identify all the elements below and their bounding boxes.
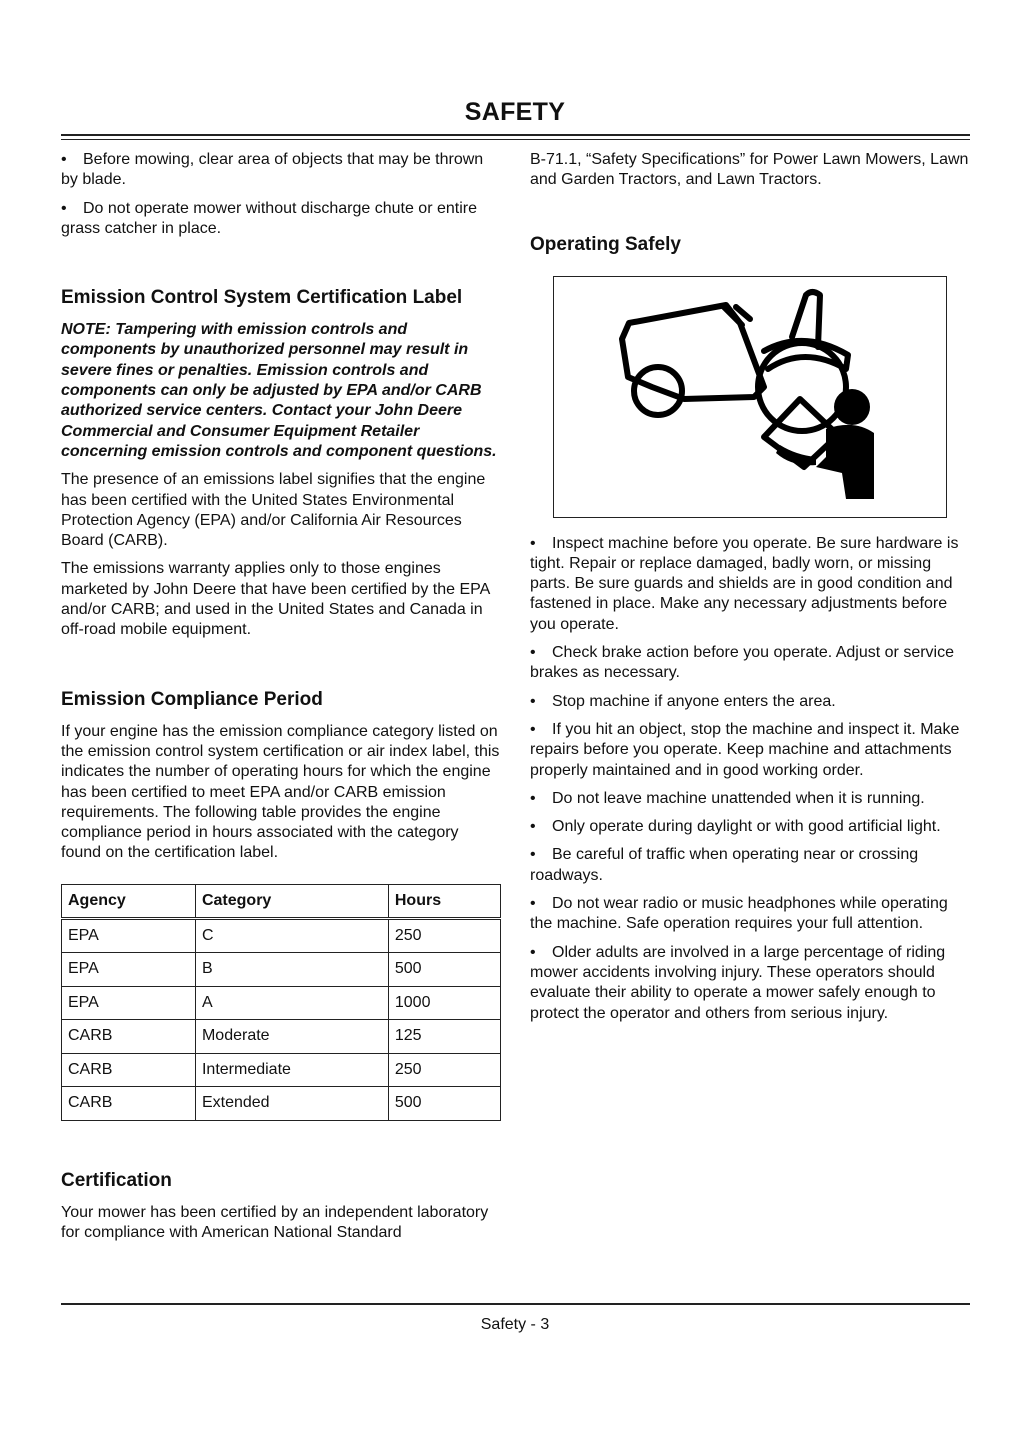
cell-agency: EPA bbox=[62, 918, 196, 953]
footer-rule bbox=[61, 1303, 970, 1305]
operator-arm bbox=[776, 445, 816, 465]
bullet-item: • Before mowing, clear area of objects that may be thrown by blade. bbox=[61, 151, 484, 189]
left-column bbox=[61, 150, 501, 1251]
bullet-text: Do not wear radio or music headphones while operating the machine. Safe operation requires your full attention. bbox=[530, 895, 948, 933]
cell-agency: CARB bbox=[62, 1053, 196, 1087]
cell-hours: 500 bbox=[388, 1087, 500, 1121]
bullet-text: Older adults are involved in a large percentage of riding mower accidents involving injury. These operators should evaluate their ability to operate a mower safely enough to protect the operator and others from serious injury. bbox=[530, 943, 946, 1022]
bullet-item: • Be careful of traffic when operating near or crossing roadways. bbox=[530, 846, 919, 884]
table-row bbox=[62, 1020, 501, 1054]
cell-category: Moderate bbox=[195, 1020, 388, 1054]
bullet-text: Be careful of traffic when operating near or crossing roadways. bbox=[530, 846, 919, 884]
cell-category: Intermediate bbox=[195, 1053, 388, 1087]
bullet-item: • Check brake action before you operate. Adjust or service brakes as necessary. bbox=[530, 644, 954, 682]
cell-category: C bbox=[195, 918, 388, 953]
bullet-text: Stop machine if anyone enters the area. bbox=[552, 692, 836, 710]
bullet-text: Do not leave machine unattended when it is running. bbox=[552, 789, 925, 807]
illustration-frame bbox=[553, 276, 947, 518]
cell-agency: CARB bbox=[62, 1020, 196, 1054]
steering-wheel bbox=[724, 307, 750, 325]
operator-head bbox=[834, 389, 870, 425]
bullet-item: • Older adults are involved in a large percentage of riding mower accidents involving injury. These operators should evaluate their ability to operate a mower safely enough to protect the operator and others from serious injury. bbox=[530, 943, 946, 1022]
mower-operator-illustration bbox=[554, 277, 946, 517]
page-number: Safety - 3 bbox=[480, 1316, 550, 1333]
table-row bbox=[62, 918, 501, 953]
table-row bbox=[62, 953, 501, 987]
bullet-text: Inspect machine before you operate. Be sure hardware is tight. Repair or replace damaged, badly worn, or missing parts. Be sure guards and shields are in good condition and fastened in place. Make any necessary adjustments before you operate. bbox=[530, 534, 959, 633]
emission-para-1: The presence of an emissions label signifies that the engine has been certified with the United States Environmental Protection Agency (EPA) and/or California Air Resources Board (CARB). bbox=[61, 471, 486, 550]
tamper-note: NOTE: Tampering with emission controls and components by unauthorized personnel may result in severe fines or penalties. Emission controls and components can only be adjusted by EPA and/or CARB authorized service centers. Contact your John Deere Commercial and Consumer Equipment Retailer concerning emission controls and component questions. bbox=[61, 321, 497, 460]
compliance-para: If your engine has the emission compliance category listed on the emission control system certification or air index label, this indicates the number of operating hours for which the engine has been certified to meet EPA and/or CARB emission requirements. The following table provides the engine compliance period in hours associated with the category found on the certification label. bbox=[61, 722, 500, 862]
cell-hours: 250 bbox=[388, 918, 500, 953]
bullet-item: • Inspect machine before you operate. Be sure hardware is tight. Repair or replace damaged, badly worn, or missing parts. Be sure guards and shields are in good condition and fastened in place. Make any necessary adjustments before you operate. bbox=[530, 534, 959, 633]
cell-hours: 250 bbox=[388, 1053, 500, 1087]
cell-category: B bbox=[195, 953, 388, 987]
cell-hours: 125 bbox=[388, 1020, 500, 1054]
col-header-hours: Hours bbox=[388, 884, 500, 918]
col-header-category: Category bbox=[195, 884, 388, 918]
bullet-text: Check brake action before you operate. Adjust or service brakes as necessary. bbox=[530, 644, 954, 682]
compliance-table bbox=[61, 884, 501, 1121]
cell-category: A bbox=[195, 986, 388, 1020]
page-title: SAFETY bbox=[464, 98, 566, 126]
bullet-text: Before mowing, clear area of objects that may be thrown by blade. bbox=[61, 151, 484, 189]
bullet-item: • Do not wear radio or music headphones while operating the machine. Safe operation requires your full attention. bbox=[530, 895, 948, 933]
bullet-item: • Only operate during daylight or with good artificial light. bbox=[530, 818, 941, 836]
cell-hours: 1000 bbox=[388, 986, 500, 1020]
cell-category: Extended bbox=[195, 1087, 388, 1121]
certification-continued: B-71.1, “Safety Specifications” for Power Lawn Mowers, Lawn and Garden Tractors, and Lawn Tractors. bbox=[530, 151, 969, 189]
cell-agency: EPA bbox=[62, 953, 196, 987]
col-header-agency: Agency bbox=[62, 884, 196, 918]
compliance-heading: Emission Compliance Period bbox=[61, 688, 323, 710]
bullet-text: Only operate during daylight or with good artificial light. bbox=[552, 818, 941, 836]
operating-heading: Operating Safely bbox=[530, 233, 681, 255]
header-rule-thin bbox=[61, 139, 970, 140]
cell-hours: 500 bbox=[388, 953, 500, 987]
table-row bbox=[62, 1053, 501, 1087]
bullet-item: • Do not operate mower without discharge chute or entire grass catcher in place. bbox=[61, 199, 477, 237]
bullet-item: • Stop machine if anyone enters the area. bbox=[530, 692, 836, 710]
certification-para: Your mower has been certified by an independent laboratory for compliance with American National Standard bbox=[61, 1203, 489, 1242]
header-rule bbox=[61, 134, 970, 136]
bullet-text: If you hit an object, stop the machine and inspect it. Make repairs before you operate. Keep machine and attachments properly maintained and in good working order. bbox=[530, 720, 960, 779]
bullet-item: • Do not leave machine unattended when it is running. bbox=[530, 789, 925, 807]
emission-label-heading: Emission Control System Certification Label bbox=[61, 287, 463, 309]
right-column bbox=[530, 150, 970, 1032]
table-row bbox=[62, 986, 501, 1020]
certification-heading: Certification bbox=[61, 1169, 172, 1191]
emission-para-2: The emissions warranty applies only to those engines marketed by John Deere that have been certified by the EPA and/or CARB; and used in the United States and Canada in off-road mobile equipment. bbox=[61, 560, 490, 639]
cell-agency: CARB bbox=[62, 1087, 196, 1121]
table-header-row bbox=[62, 884, 501, 918]
tractor-body bbox=[622, 305, 764, 399]
operator-body bbox=[816, 424, 874, 498]
cell-agency: EPA bbox=[62, 986, 196, 1020]
table-row bbox=[62, 1087, 501, 1121]
bullet-item: • If you hit an object, stop the machine and inspect it. Make repairs before you operate. Keep machine and attachments properly maintained and in good working order. bbox=[530, 720, 960, 779]
bullet-text: Do not operate mower without discharge chute or entire grass catcher in place. bbox=[61, 199, 477, 237]
